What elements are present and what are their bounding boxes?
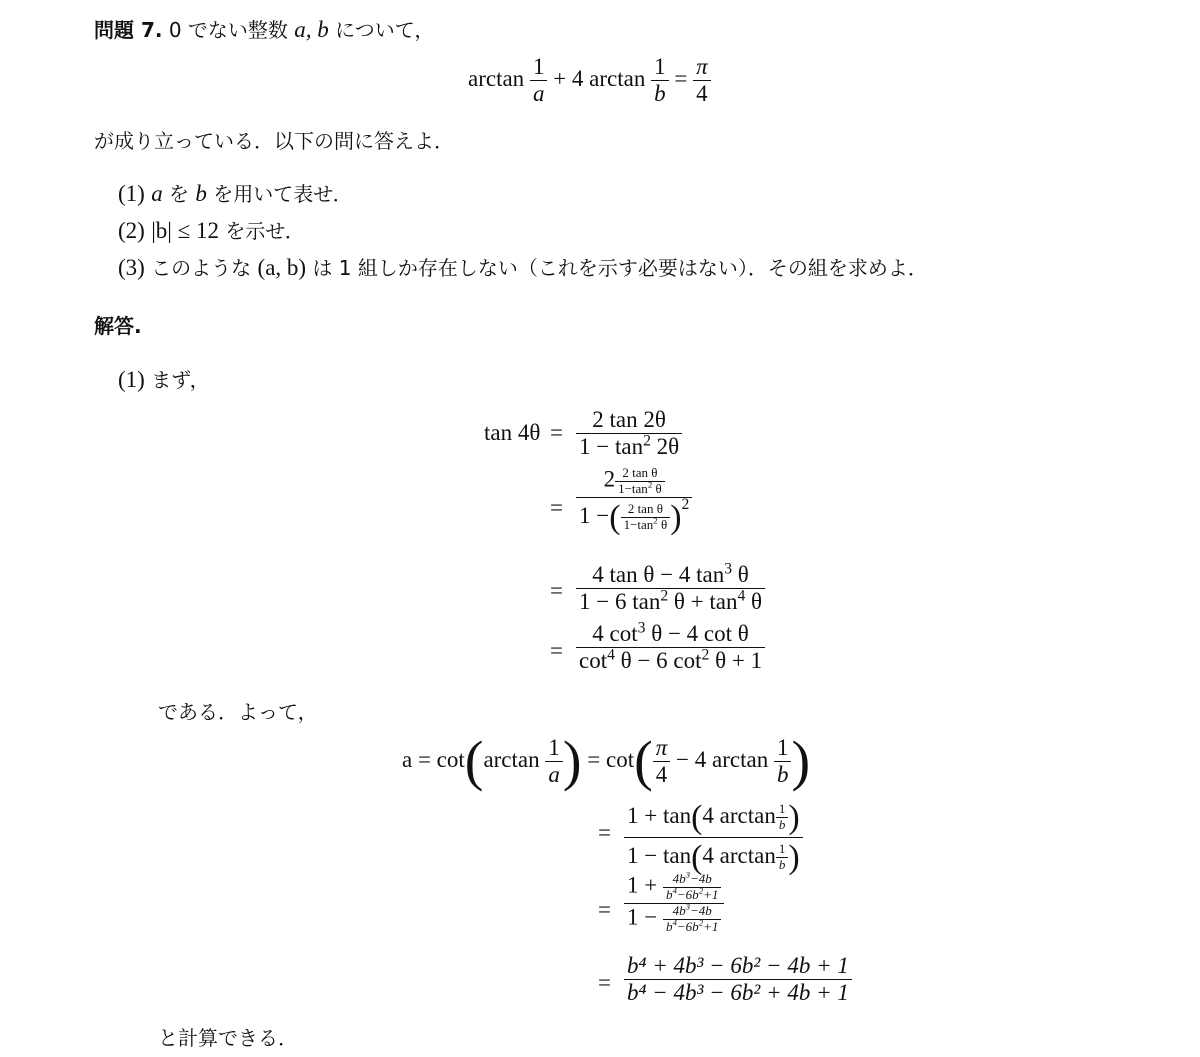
a-row2-num — [624, 798, 803, 837]
a-row3-num — [624, 869, 724, 903]
a-row2 — [624, 798, 803, 877]
a2n-lp: ( — [691, 799, 703, 836]
a3nn-a: 4b — [672, 871, 686, 886]
t1: 1 − tan — [579, 434, 644, 460]
r2-inner-frac — [615, 466, 665, 497]
r2-two: 2 — [603, 466, 616, 492]
a-four: 4 — [653, 761, 671, 788]
r3d-b: θ + tan — [668, 589, 738, 615]
tan4-row4-num — [589, 621, 752, 647]
r3d-c: θ — [745, 589, 763, 615]
a2d-b: b — [776, 857, 789, 873]
r2-inner-num: 2 tan θ — [622, 465, 658, 480]
eq-frac-1-b — [651, 54, 669, 108]
a-row4-num: b⁴ + 4b³ − 6b² − 4b + 1 — [627, 953, 849, 978]
a-frac-1-a — [545, 735, 563, 789]
a-eq-cot: = cot — [587, 747, 635, 773]
tan4-lhs-text: tan 4θ — [484, 420, 541, 445]
r2dd-a: 1−tan — [623, 516, 654, 532]
a3dd-s2: 2 — [698, 917, 704, 928]
eq-frac-pi-4 — [693, 54, 711, 108]
a3d-frac — [663, 901, 721, 935]
a-row3-den — [624, 903, 724, 935]
r2dd-sup: 2 — [653, 515, 658, 526]
a3n-lead: 1 + — [627, 872, 658, 898]
a-frac-one-2: 1 — [776, 735, 789, 760]
intro-pre: 0 でない整数 — [168, 18, 288, 42]
q1-wo: を — [169, 182, 190, 206]
tan4-row1-den — [576, 433, 682, 460]
a-lhs: a = cot — [402, 747, 465, 773]
a3n-frac-den — [663, 887, 721, 903]
a2d-one: 1 — [778, 841, 786, 857]
q1-number: (1) — [118, 181, 145, 206]
tan4-eq-2: = — [550, 495, 563, 520]
r2-den-inner-num: 2 tan θ — [627, 500, 663, 516]
tan4-row3-num — [589, 562, 752, 588]
a-minus4-arctan: − 4 arctan — [676, 747, 769, 773]
eq-arctan-1: arctan — [468, 66, 525, 92]
a-pi: π — [655, 735, 668, 760]
r4n-a: 4 cot — [592, 621, 638, 646]
a-row3-frac — [624, 869, 724, 935]
r2-rparen: ) — [670, 498, 682, 536]
a-frac-a: a — [545, 761, 563, 788]
q3-pair: (a, b) — [257, 255, 307, 280]
a2n-lead: 1 + tan — [627, 802, 692, 828]
main-equation — [468, 54, 711, 108]
tan4-row3 — [576, 562, 765, 616]
a-row3 — [624, 869, 724, 935]
r4d-s2: 2 — [701, 646, 710, 664]
intro-post: について， — [335, 18, 435, 42]
r2-inner-den — [615, 481, 665, 497]
tan4-row3-den — [576, 588, 765, 615]
a-row4-den: b⁴ − 4b³ − 6b² + 4b + 1 — [624, 979, 852, 1006]
a2d-lp: ( — [691, 839, 703, 877]
a-frac-pi-4 — [653, 735, 671, 789]
problem-label: 問題 7. — [94, 18, 163, 42]
r2d-a: 1−tan — [618, 480, 648, 496]
a3dn-b: −4b — [690, 902, 712, 918]
a3nd-s2: 2 — [698, 885, 704, 896]
a-rparen-1: ) — [562, 730, 582, 793]
a3n-frac — [663, 869, 721, 903]
r4n-b: θ − 4 cot θ — [645, 621, 749, 646]
r3d-s1: 2 — [660, 587, 669, 605]
q1-a: a — [151, 181, 163, 206]
tan4-eq-3: = — [550, 578, 563, 603]
a2n-one: 1 — [778, 801, 786, 817]
a2d-lead: 1 − tan — [627, 842, 692, 868]
a3nd-a: b — [665, 886, 673, 902]
eq-four: 4 — [693, 80, 711, 107]
tan4-row4 — [576, 621, 765, 675]
a-frac-b: b — [774, 761, 792, 788]
question-3 — [118, 252, 928, 281]
a3nd-s1: 4 — [672, 885, 677, 896]
a2n-rp: ) — [788, 799, 800, 836]
t1b: 2θ — [650, 434, 680, 460]
r2-lparen: ( — [609, 498, 621, 536]
r4n-sup: 3 — [637, 619, 646, 637]
eq-frac-num: 1 — [532, 54, 545, 79]
a3nn-s: 3 — [685, 869, 690, 880]
q2-text: を示せ． — [225, 219, 305, 243]
tan4-row4-den — [576, 647, 765, 674]
a-frac-1-b — [774, 735, 792, 789]
tan4-row4-frac — [576, 621, 765, 675]
a-eq-3: = — [598, 897, 611, 922]
q3-pre: このような — [151, 256, 252, 280]
a2n-frac — [776, 802, 789, 833]
q3-number: (3) — [118, 255, 145, 280]
problem-tail: が成り立っている．以下の問に答えよ． — [94, 129, 454, 153]
a-row4 — [624, 953, 852, 1007]
a2n-in: 4 arctan — [702, 802, 776, 828]
eq-frac-den-b: b — [651, 80, 669, 107]
tan4-lhs — [484, 420, 540, 446]
r3d-a: 1 − 6 tan — [579, 589, 661, 615]
a2d-in: 4 arctan — [702, 842, 776, 868]
a-row4-frac — [624, 953, 852, 1007]
step-1 — [118, 364, 210, 393]
tan4-row1-num: 2 tan 2θ — [592, 407, 666, 432]
r3n-b: θ — [732, 562, 749, 587]
a-rparen-2: ) — [791, 730, 811, 793]
eq-frac-1-a — [530, 54, 548, 108]
conclusion-text: と計算できる． — [158, 1026, 298, 1050]
a3nd-b: −6b — [676, 886, 699, 902]
eq-frac-num-2: 1 — [654, 54, 666, 79]
tan4-eq-1: = — [550, 420, 563, 445]
a2d-rp: ) — [788, 839, 800, 877]
eq-pi: π — [696, 54, 708, 79]
eq-arctan-2: arctan — [589, 66, 646, 92]
q2-math: |b| ≤ 12 — [151, 218, 220, 243]
tan4-eq-4: = — [550, 638, 563, 663]
eq-equals: = — [674, 66, 688, 92]
r4d-b: θ − 6 cot — [614, 648, 702, 674]
q2-number: (2) — [118, 218, 145, 243]
answer-label: 解答. — [94, 314, 142, 338]
a3dn-s: 3 — [685, 901, 690, 912]
a2n-b: b — [776, 817, 789, 833]
a3nn-b: −4b — [690, 871, 712, 886]
a2d-frac — [776, 842, 789, 873]
r4d-a: cot — [579, 648, 608, 674]
t1s: 2 — [643, 432, 651, 450]
q1-b: b — [195, 181, 207, 206]
tan4-row2-den — [576, 497, 692, 537]
r2dd-b: θ — [657, 516, 668, 532]
a-lparen-1: ( — [464, 730, 484, 793]
r2d-sup: 2 — [647, 479, 653, 490]
r3n-sup: 3 — [724, 560, 733, 578]
tan4-row2 — [576, 466, 692, 537]
question-1 — [118, 178, 353, 207]
a-row1 — [402, 730, 811, 793]
tan4-row2-frac — [576, 466, 692, 537]
tan4-row2-num — [601, 466, 668, 497]
tan4-row1-frac — [576, 407, 682, 461]
tan4-row3-frac — [576, 562, 765, 616]
r4d-c: θ + 1 — [709, 648, 763, 674]
r3n-a: 4 tan θ − 4 tan — [592, 562, 725, 587]
r3d-s2: 4 — [737, 587, 746, 605]
a-eq-4: = — [598, 970, 611, 995]
step1-text: まず， — [151, 368, 210, 392]
tan4-row1 — [576, 407, 682, 461]
r4d-s1: 4 — [607, 646, 615, 664]
r2-den-inner-frac — [621, 502, 671, 533]
step1-number: (1) — [118, 367, 145, 392]
r2-pow: 2 — [681, 495, 690, 513]
a3dd-s1: 4 — [672, 917, 677, 928]
q1-text: を用いて表せ． — [213, 182, 353, 206]
a3dd-a: b — [665, 918, 673, 934]
a-lparen-2: ( — [634, 730, 653, 793]
a-arctan: arctan — [483, 747, 540, 773]
problem-heading — [94, 14, 434, 43]
r2-one: 1 − — [579, 502, 610, 528]
a-row2-frac — [624, 798, 803, 877]
a3dd-c: +1 — [703, 918, 719, 934]
a3d-lead: 1 − — [627, 904, 658, 930]
eq-frac-den-a: a — [530, 80, 548, 107]
a3dd-b: −6b — [676, 918, 699, 934]
a-eq-2: = — [598, 820, 611, 845]
eq-plus-four: + 4 — [553, 66, 584, 92]
deou-text: である．よって， — [158, 700, 318, 724]
a-frac-one: 1 — [548, 735, 560, 760]
a3d-frac-den — [663, 919, 721, 935]
q3-text: は 1 組しか存在しない（これを示す必要はない）．その組を求めよ． — [312, 256, 928, 280]
a3nd-c: +1 — [703, 886, 719, 902]
question-2 — [118, 215, 305, 244]
r2d-b: θ — [652, 480, 662, 496]
intro-vars: a, b — [294, 17, 329, 42]
r2-den-inner-den — [621, 517, 671, 533]
a3dn-a: 4b — [672, 902, 686, 918]
